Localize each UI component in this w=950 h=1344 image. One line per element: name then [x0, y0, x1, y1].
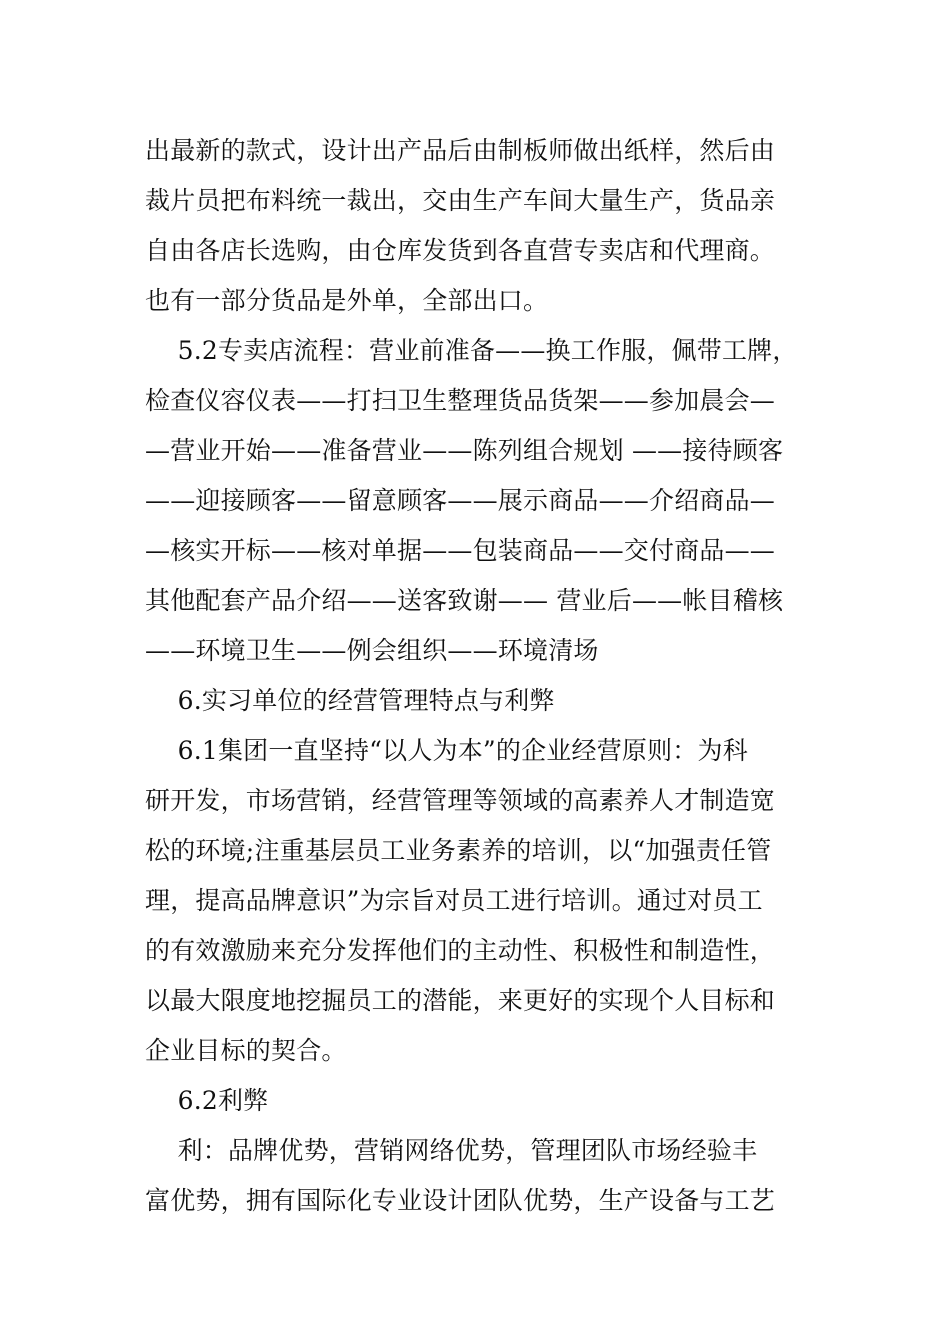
- text-line-4: 也有一部分货品是外单，全部出口。: [145, 286, 549, 315]
- section-heading-6-2: 6.2利弊: [145, 1086, 269, 1115]
- text-line-13: 6.1集团一直坚持“以人为本”的企业经营原则：为科: [145, 736, 748, 765]
- text-line-16: 理，提高品牌意识”为宗旨对员工进行培训。通过对员工: [145, 886, 763, 915]
- text-line-5: 5.2专卖店流程：营业前准备——换工作服，佩带工牌，: [145, 336, 798, 365]
- text-line-3: 自由各店长选购，由仓库发货到各直营专卖店和代理商。: [145, 236, 776, 265]
- text-line-21: 利：品牌优势，营销网络优势，管理团队市场经验丰: [145, 1136, 758, 1165]
- text-line-8: ——迎接顾客——留意顾客——展示商品——介绍商品—: [145, 486, 776, 515]
- text-line-15: 松的环境;注重基层员工业务素养的培训，以“加强责任管: [145, 836, 772, 865]
- text-line-18: 以最大限度地挖掘员工的潜能，来更好的实现个人目标和: [145, 986, 776, 1015]
- text-line-22: 富优势，拥有国际化专业设计团队优势，生产设备与工艺: [145, 1186, 776, 1215]
- section-heading-6: 6.实习单位的经营管理特点与利弊: [145, 686, 555, 715]
- text-line-14: 研开发，市场营销，经营管理等领域的高素养人才制造宽: [145, 786, 776, 815]
- text-line-7: —营业开始——准备营业——陈列组合规划 ——接待顾客: [145, 436, 784, 465]
- text-line-6: 检查仪容仪表——打扫卫生整理货品货架——参加晨会—: [145, 386, 776, 415]
- text-line-10: 其他配套产品介绍——送客致谢—— 营业后——帐目稽核: [145, 586, 784, 615]
- text-line-9: —核实开标——核对单据——包装商品——交付商品——: [145, 536, 776, 565]
- text-line-17: 的有效激励来充分发挥他们的主动性、积极性和制造性，: [145, 936, 776, 965]
- text-line-1: 出最新的款式，设计出产品后由制板师做出纸样，然后由: [145, 136, 776, 165]
- text-line-19: 企业目标的契合。: [145, 1036, 347, 1065]
- text-line-11: ——环境卫生——例会组织——环境清场: [145, 636, 599, 665]
- text-line-2: 裁片员把布料统一裁出，交由生产车间大量生产，货品亲: [145, 186, 776, 215]
